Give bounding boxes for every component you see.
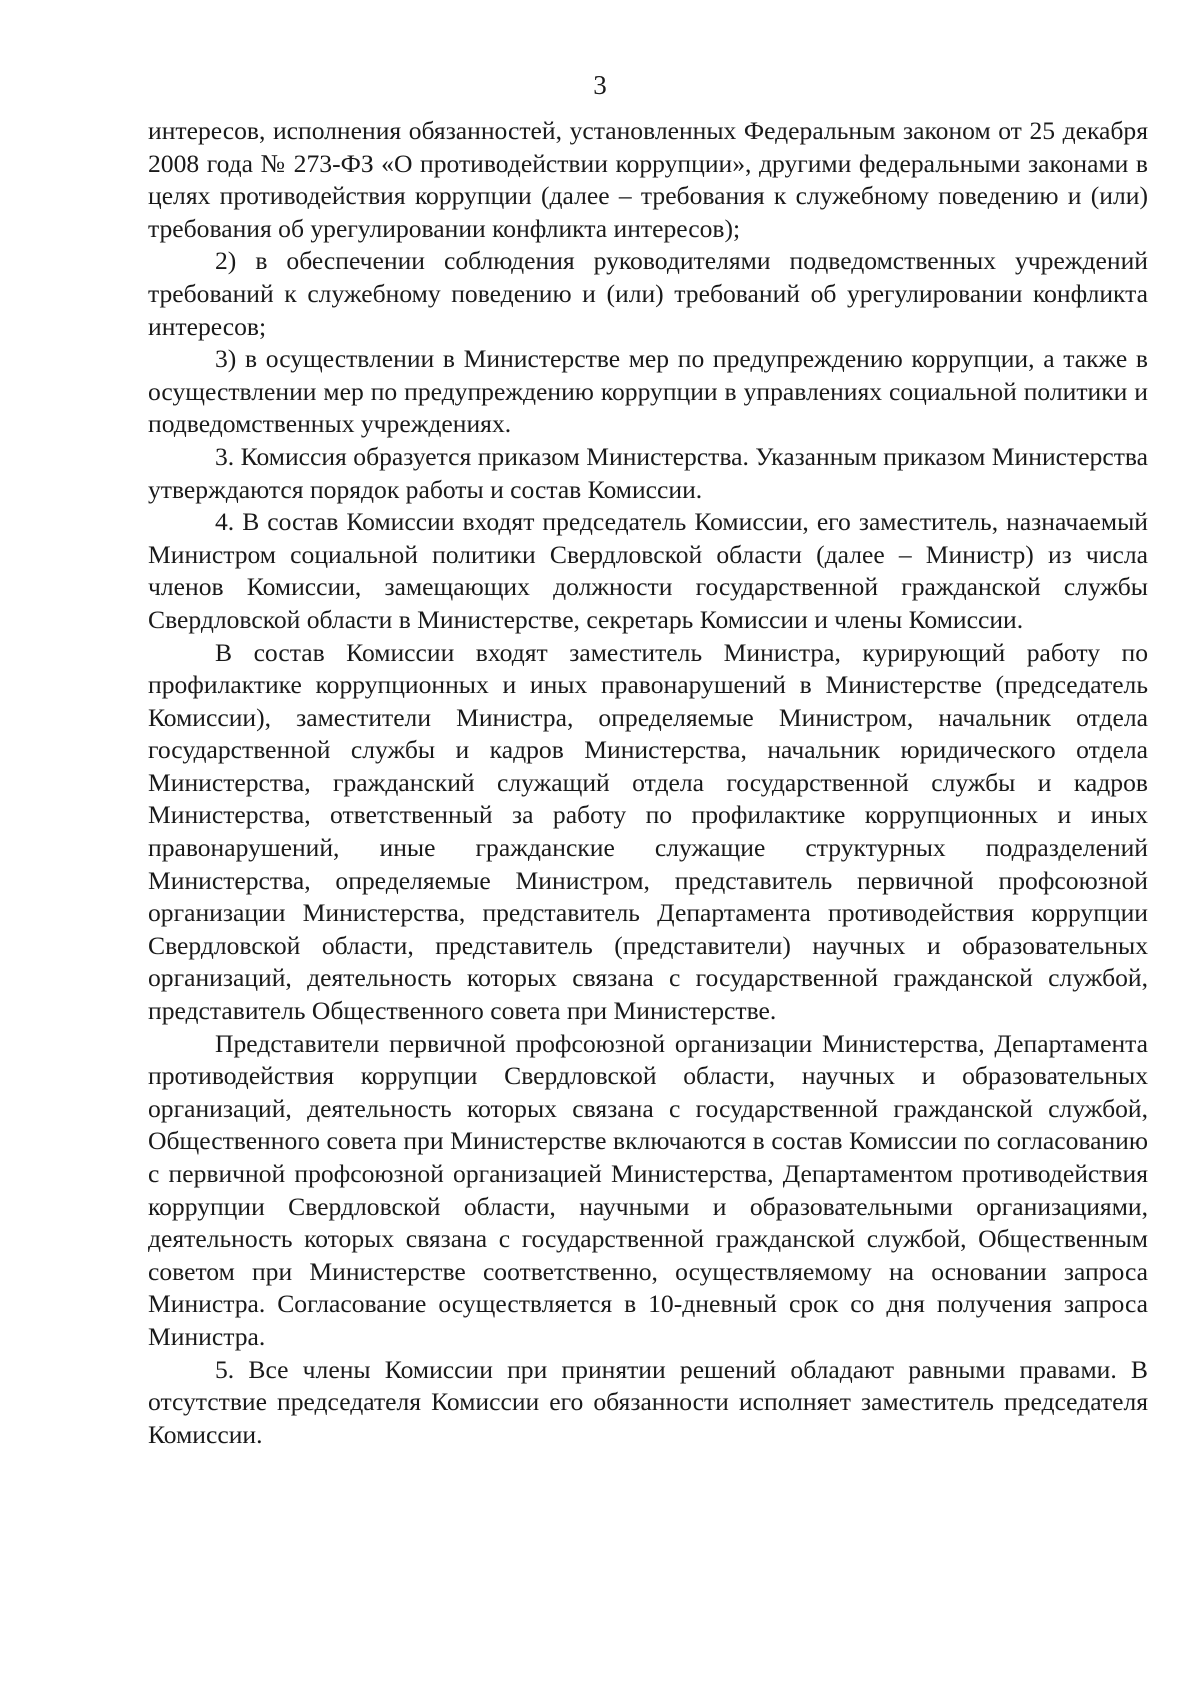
paragraph-item-2: 2) в обеспечении соблюдения руководителями подведомственных учреждений требований к служебному поведению и (или) требований об урегулировании конфликта интересов; [148, 246, 1148, 341]
paragraph-clause-4: 4. В состав Комиссии входят председатель Комиссии, его заместитель, назначаемый Министром социальной политики Свердловской области (далее – Министр) из числа членов Комиссии, замещающих должности государственной гражданской службы Свердловской области в Министерстве, секретарь Комиссии и члены Комиссии. [148, 507, 1148, 634]
paragraph-continuation: интересов, исполнения обязанностей, установленных Федеральным законом от 25 декабря 2008 года № 273-ФЗ «О противодействии коррупции», другими федеральными законами в целях противодействия коррупции (далее – требования к служебному поведению и (или) требования об урегулировании конфликта интересов); [148, 116, 1148, 243]
page-number: 3 [593, 70, 607, 100]
paragraph-representatives: Представители первичной профсоюзной организации Министерства, Департамента противодействия коррупции Свердловской области, научных и образовательных организаций, деятельность которых связана с государственной гражданской службой, Общественного совета при Министерстве включаются в состав Комиссии по согласованию с первичной профсоюзной организацией Министерства, Департаментом противодействия коррупции Свердловской области, научными и образовательными организациями, деятельность которых связана с государственной гражданской службой, Общественным советом при Министерстве соответственно, осуществляемому на основании запроса Министра. Согласование осуществляется в 10-дневный срок со дня получения запроса Министра. [148, 1028, 1148, 1351]
paragraph-composition: В состав Комиссии входят заместитель Министра, курирующий работу по профилактике коррупционных и иных правонарушений в Министерстве (председатель Комиссии), заместители Министра, определяемые Министром, начальник отдела государственной службы и кадров Министерства, начальник юридического отдела Министерства, гражданский служащий отдела государственной службы и кадров Министерства, ответственный за работу по профилактике коррупционных и иных правонарушений, иные гражданские служащие структурных подразделений Министерства, определяемые Министром, представитель первичной профсоюзной организации Министерства, представитель Департамента противодействия коррупции Свердловской области, представитель (представители) научных и образовательных организаций, деятельность которых связана с государственной гражданской службой, представитель Общественного совета при Министерстве. [148, 637, 1148, 1026]
paragraph-item-3: 3) в осуществлении в Министерстве мер по предупреждению коррупции, а также в осуществлении мер по предупреждению коррупции в управлениях социальной политики и подведомственных учреждениях. [148, 344, 1148, 439]
paragraph-clause-3: 3. Комиссия образуется приказом Министерства. Указанным приказом Министерства утверждаются порядок работы и состав Комиссии. [148, 441, 1148, 504]
document-body [148, 115, 1148, 1451]
paragraph-clause-5: 5. Все члены Комиссии при принятии решений обладают равными правами. В отсутствие председателя Комиссии его обязанности исполняет заместитель председателя Комиссии. [148, 1354, 1148, 1449]
